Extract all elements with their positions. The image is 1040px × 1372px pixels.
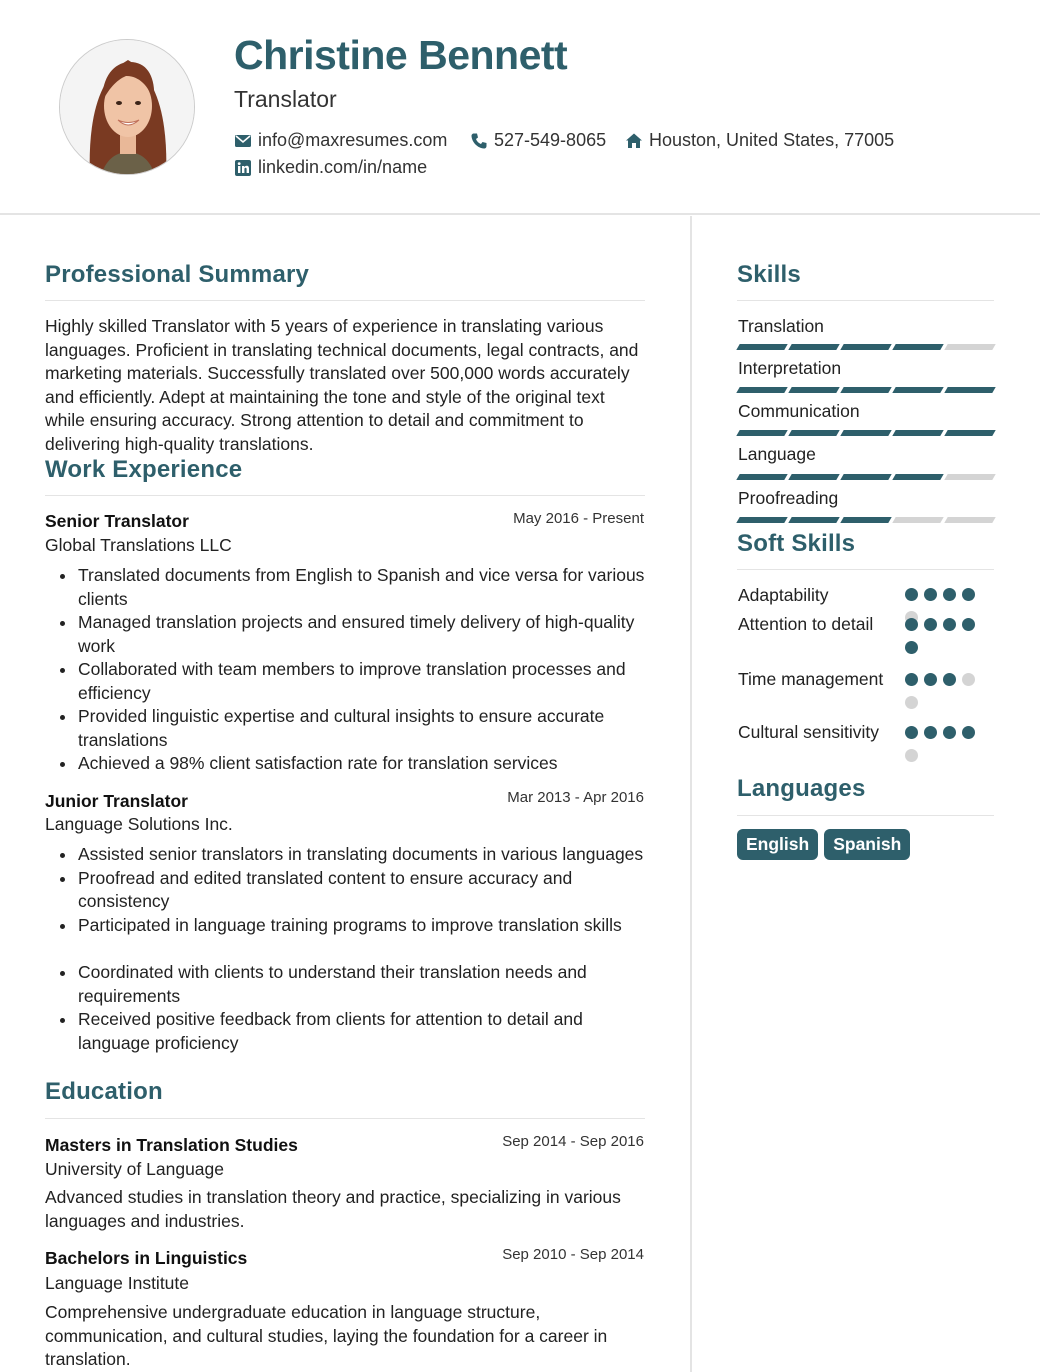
contact-phone[interactable] — [470, 130, 606, 151]
list-item: Translated documents from English to Spanish and vice versa for various clients — [46, 564, 646, 611]
rating-dot — [905, 696, 918, 709]
school-name: University of Language — [45, 1159, 224, 1179]
skill-bar-segment — [944, 344, 995, 350]
soft-skill-rating — [905, 726, 977, 762]
linkedin-text: linkedin.com/in/name — [258, 157, 428, 177]
experience-heading: Work Experience — [45, 456, 243, 483]
rating-dot — [943, 726, 956, 739]
summary-text: Highly skilled Translator with 5 years of experience in translating various languages. Proficient in translating technical documents, legal contracts, and marketing materials. Successfully translated over 500,000 words accurately and efficiently. Adept at maintaining the tone and style of the original text while ensuring accuracy. Strong attention to detail and commitment to delivering high-quality translations. — [45, 316, 639, 454]
portrait-image — [60, 40, 195, 175]
contact-linkedin[interactable] — [234, 157, 427, 178]
location-text: Houston, United States, 77005 — [649, 130, 895, 150]
skill-bar-segment — [892, 430, 943, 436]
skill-bar-segment — [944, 430, 995, 436]
list-item: Proofread and edited translated content to ensure accuracy and consistency — [46, 867, 646, 914]
degree-dates: Sep 2010 - Sep 2014 — [502, 1246, 644, 1263]
languages-heading: Languages — [737, 775, 866, 802]
skill-bar-segment — [788, 474, 839, 480]
resume-header — [0, 0, 1040, 215]
home-icon — [625, 132, 643, 150]
envelope-icon — [234, 132, 252, 150]
soft-skill-name: Attention to detail — [738, 614, 874, 634]
rating-dot — [924, 726, 937, 739]
skill-bar-segment — [944, 474, 995, 480]
degree-dates: Sep 2014 - Sep 2016 — [502, 1133, 644, 1150]
skill-bar-segment — [840, 430, 891, 436]
list-item: Managed translation projects and ensured timely delivery of high-quality work — [46, 611, 646, 658]
rating-dot — [905, 588, 918, 601]
experience-rule — [45, 495, 645, 496]
rating-dot — [905, 618, 918, 631]
skills-heading: Skills — [737, 261, 801, 288]
rating-dot — [924, 673, 937, 686]
job-bullets — [46, 564, 646, 776]
phone-text: 527-549-8065 — [494, 130, 607, 150]
rating-dot — [943, 618, 956, 631]
job-dates: May 2016 - Present — [513, 510, 644, 527]
rating-dot — [962, 618, 975, 631]
skill-bar-segment — [736, 430, 787, 436]
skill-bar-segment — [944, 517, 995, 523]
linkedin-icon — [234, 159, 252, 177]
education-rule — [45, 1118, 645, 1119]
skill-bar-segment — [736, 474, 787, 480]
soft-skill-rating — [905, 673, 977, 709]
skill-bar-segment — [788, 344, 839, 350]
language-tag: Spanish — [824, 829, 910, 860]
skill-bar-segment — [840, 344, 891, 350]
rating-dot — [905, 726, 918, 739]
job-dates: Mar 2013 - Apr 2016 — [507, 789, 644, 806]
job-company: Language Solutions Inc. — [45, 814, 233, 834]
soft-skill-name: Adaptability — [738, 585, 829, 605]
rating-dot — [905, 641, 918, 654]
school-name: Language Institute — [45, 1273, 190, 1293]
skill-level-bar — [738, 387, 994, 393]
skill-bar-segment — [892, 344, 943, 350]
rating-dot — [943, 588, 956, 601]
rating-dot — [943, 673, 956, 686]
skill-bar-segment — [736, 517, 787, 523]
languages-rule — [737, 815, 994, 816]
list-item: Provided linguistic expertise and cultural insights to ensure accurate translations — [46, 705, 646, 752]
profile-photo — [59, 39, 195, 175]
soft-skill-name: Cultural sensitivity — [738, 722, 880, 742]
list-item: Coordinated with clients to understand their translation needs and requirements — [46, 961, 646, 1008]
degree-title: Bachelors in Linguistics — [45, 1248, 248, 1268]
skill-name: Interpretation — [738, 358, 842, 378]
job-title: Junior Translator — [45, 791, 188, 811]
skill-bar-segment — [788, 517, 839, 523]
skill-bar-segment — [840, 517, 891, 523]
skill-name: Translation — [738, 316, 824, 336]
list-item: Received positive feedback from clients for attention to detail and language proficiency — [46, 1008, 646, 1055]
rating-dot — [962, 588, 975, 601]
education-heading: Education — [45, 1078, 163, 1105]
contact-location — [625, 130, 894, 151]
skills-rule — [737, 300, 994, 301]
job-title: Senior Translator — [45, 511, 189, 531]
skill-bar-segment — [892, 387, 943, 393]
degree-title: Masters in Translation Studies — [45, 1135, 298, 1155]
job-bullets — [46, 843, 646, 1055]
job-company: Global Translations LLC — [45, 535, 232, 555]
rating-dot — [924, 618, 937, 631]
soft-skills-heading: Soft Skills — [737, 530, 856, 557]
skill-level-bar — [738, 517, 994, 523]
contact-email[interactable] — [234, 130, 447, 151]
list-item: Collaborated with team members to improve translation processes and efficiency — [46, 658, 646, 705]
skill-bar-segment — [892, 517, 943, 523]
rating-dot — [905, 749, 918, 762]
skill-name: Language — [738, 444, 816, 464]
language-tag: English — [737, 829, 818, 860]
skill-bar-segment — [736, 387, 787, 393]
skill-level-bar — [738, 344, 994, 350]
skill-name: Proofreading — [738, 488, 839, 508]
rating-dot — [962, 673, 975, 686]
degree-description: Comprehensive undergraduate education in language structure, communication, and cultural studies, laying the foundation for a career in translation. — [45, 1302, 608, 1370]
skill-bar-segment — [944, 387, 995, 393]
soft-skill-rating — [905, 618, 977, 654]
languages-list — [737, 829, 910, 860]
rating-dot — [962, 726, 975, 739]
degree-description: Advanced studies in translation theory and practice, specializing in various languages and industries. — [45, 1187, 621, 1231]
skill-bar-segment — [840, 387, 891, 393]
skill-bar-segment — [892, 474, 943, 480]
skill-name: Communication — [738, 401, 860, 421]
candidate-name: Christine Bennett — [234, 32, 568, 78]
rating-dot — [924, 588, 937, 601]
candidate-title: Translator — [234, 86, 337, 112]
soft-skills-rule — [737, 569, 994, 570]
skill-bar-segment — [736, 344, 787, 350]
skill-level-bar — [738, 474, 994, 480]
phone-icon — [470, 132, 488, 150]
list-item: Assisted senior translators in translating documents in various languages — [46, 843, 646, 867]
summary-heading: Professional Summary — [45, 261, 310, 288]
rating-dot — [905, 673, 918, 686]
summary-rule — [45, 300, 645, 301]
skill-bar-segment — [788, 430, 839, 436]
skill-level-bar — [738, 430, 994, 436]
skill-bar-segment — [788, 387, 839, 393]
list-item: Achieved a 98% client satisfaction rate for translation services — [46, 752, 646, 776]
soft-skill-name: Time management — [738, 669, 884, 689]
email-text: info@maxresumes.com — [258, 130, 448, 150]
list-item: Participated in language training programs to improve translation skills — [46, 914, 646, 938]
column-divider — [690, 216, 692, 1372]
skill-bar-segment — [840, 474, 891, 480]
